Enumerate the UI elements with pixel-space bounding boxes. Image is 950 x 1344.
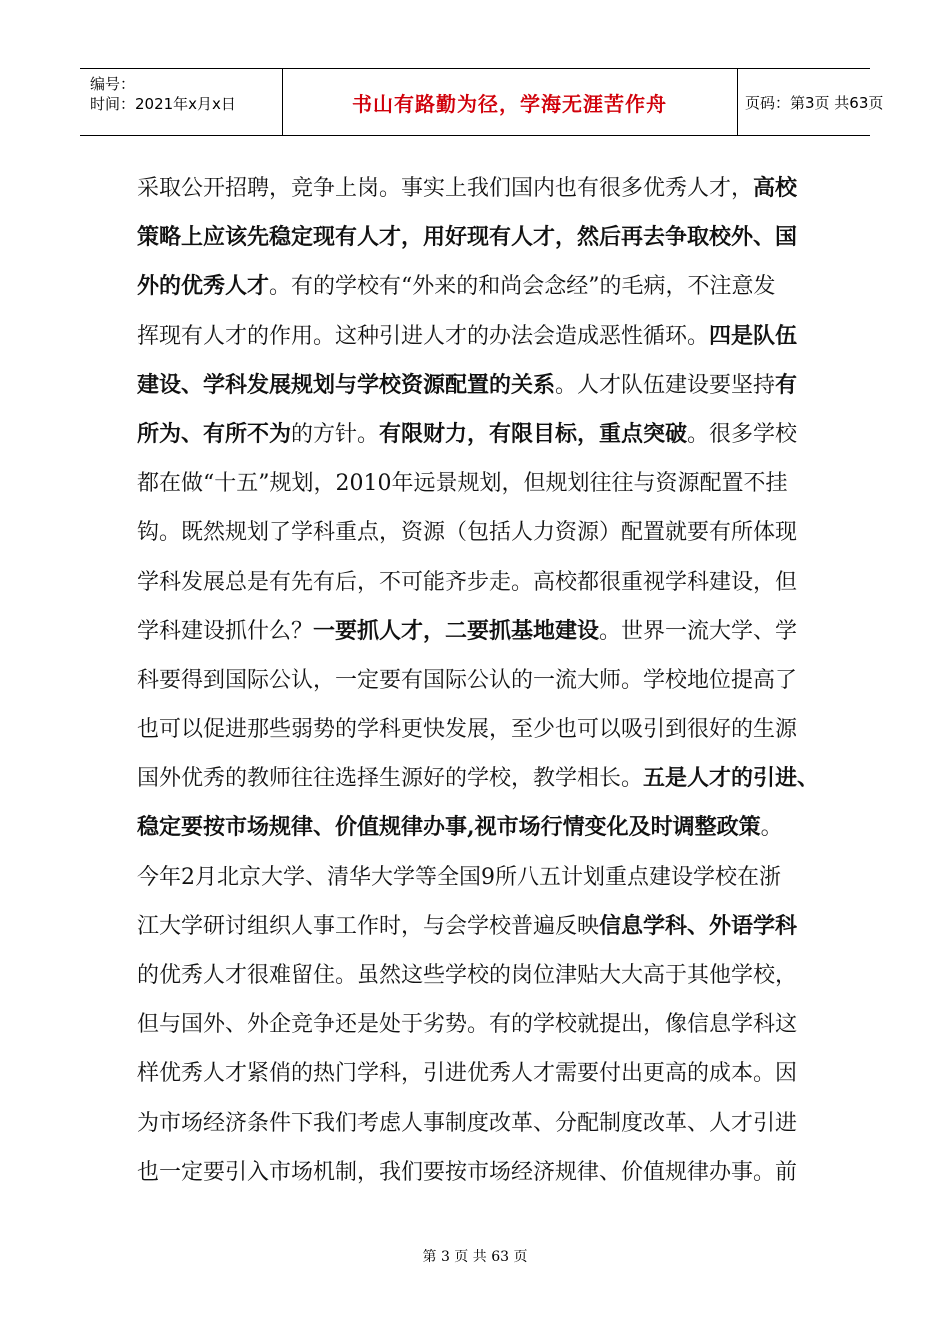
text-segment: 的优秀人才很难留住。虽然这些学校的岗位津贴大大高于其他学校， [137, 963, 798, 988]
text-segment: 江大学研讨组织人事工作时，与会学校普遍反映 [137, 913, 600, 939]
text-segment: 。 [760, 815, 783, 841]
bold-text-segment: 所为、有所不为 [137, 420, 292, 447]
text-segment: 的方针。 [291, 421, 380, 447]
header-motto: 书山有路勤为径，学海无涯苦作舟 [352, 91, 667, 116]
text-line [137, 607, 827, 656]
bold-text-segment: 信息学科、外语学科 [599, 912, 798, 939]
text-line [137, 410, 827, 459]
text-line [137, 213, 827, 262]
text-line [137, 754, 827, 803]
text-segment: 但与国外、外企竞争还是处于劣势。有的学校就提出，像信息学科这 [137, 1012, 798, 1038]
document-date-label: 时间：2021年x月x日 [90, 95, 236, 113]
text-segment: 学科建设抓什么？ [137, 618, 314, 644]
document-number-label: 编号： [90, 75, 136, 93]
text-segment: 。世界一流大学、学 [599, 618, 798, 644]
text-segment: 今年2月北京大学、清华大学等全国9所八五计划重点建设学校在浙 [137, 864, 781, 890]
text-segment: 国外优秀的教师往往选择生源好的学校，教学相长。 [137, 766, 644, 792]
text-line [137, 1000, 827, 1049]
text-segment: 为市场经济条件下我们考虑人事制度改革、分配制度改革、人才引进 [137, 1110, 798, 1136]
bold-text-segment: 五是人才的引进、 [643, 765, 820, 792]
header-page-info: 页码：第3页 共63页 [745, 93, 884, 112]
text-segment: 采取公开招聘，竞争上岗。事实上我们国内也有很多优秀人才， [137, 176, 754, 201]
bold-text-segment: 有 [775, 371, 798, 398]
text-line [137, 459, 827, 508]
header-motto-cell [282, 69, 738, 135]
text-line [137, 508, 827, 557]
bold-text-segment: 有限财力，有限目标，重点突破 [379, 420, 688, 447]
text-segment: 。很多学校 [687, 421, 798, 447]
text-line [137, 902, 827, 951]
page-header [80, 68, 884, 136]
text-segment: 钩。既然规划了学科重点，资源（包括人力资源）配置就要有所体现 [137, 520, 798, 546]
text-line [137, 705, 827, 754]
text-segment: 。人才队伍建设要坚持 [555, 372, 776, 398]
text-segment: 。有的学校有“外来的和尚会念经”的毛病，不注意发 [269, 274, 776, 300]
header-page-cell [737, 69, 884, 135]
text-segment: 也可以促进那些弱势的学科更快发展，至少也可以吸引到很好的生源 [137, 717, 798, 743]
text-line [137, 262, 827, 311]
text-line [137, 312, 827, 361]
text-line [137, 361, 827, 410]
text-line [137, 803, 827, 852]
text-line [137, 558, 827, 607]
header-left-cell [80, 69, 283, 135]
page-footer: 第 3 页 共 63 页 [422, 1249, 528, 1265]
text-line [137, 164, 827, 213]
text-segment: 都在做“十五”规划，2010年远景规划，但规划往往与资源配置不挂 [137, 471, 788, 497]
text-segment: 也一定要引入市场机制，我们要按市场经济规律、价值规律办事。前 [137, 1159, 798, 1185]
text-line [137, 853, 827, 902]
bold-text-segment: 策略上应该先稳定现有人才，用好现有人才，然后再去争取校外、国 [137, 224, 798, 251]
text-line [137, 1148, 827, 1197]
bold-text-segment: 高校 [753, 175, 798, 201]
bold-text-segment: 稳定要按市场规律、价值规律办事,视市场行情变化及时调整政策 [137, 814, 761, 841]
text-segment: 挥现有人才的作用。这种引进人才的办法会造成恶性循环。 [137, 323, 710, 349]
text-line [137, 1049, 827, 1098]
text-line [137, 1099, 827, 1148]
text-segment: 科要得到国际公认，一定要有国际公认的一流大师。学校地位提高了 [137, 667, 798, 693]
text-line [137, 951, 827, 1000]
text-line [137, 656, 827, 705]
text-segment: 学科发展总是有先有后，不可能齐步走。高校都很重视学科建设，但 [137, 569, 798, 595]
bold-text-segment: 外的优秀人才 [137, 273, 270, 300]
document-body [137, 164, 827, 1197]
text-segment: 样优秀人才紧俏的热门学科，引进优秀人才需要付出更高的成本。因 [137, 1061, 798, 1087]
bold-text-segment: 四是队伍 [709, 322, 798, 349]
bold-text-segment: 一要抓人才，二要抓基地建设 [313, 617, 600, 644]
bold-text-segment: 建设、学科发展规划与学校资源配置的关系 [137, 371, 556, 398]
